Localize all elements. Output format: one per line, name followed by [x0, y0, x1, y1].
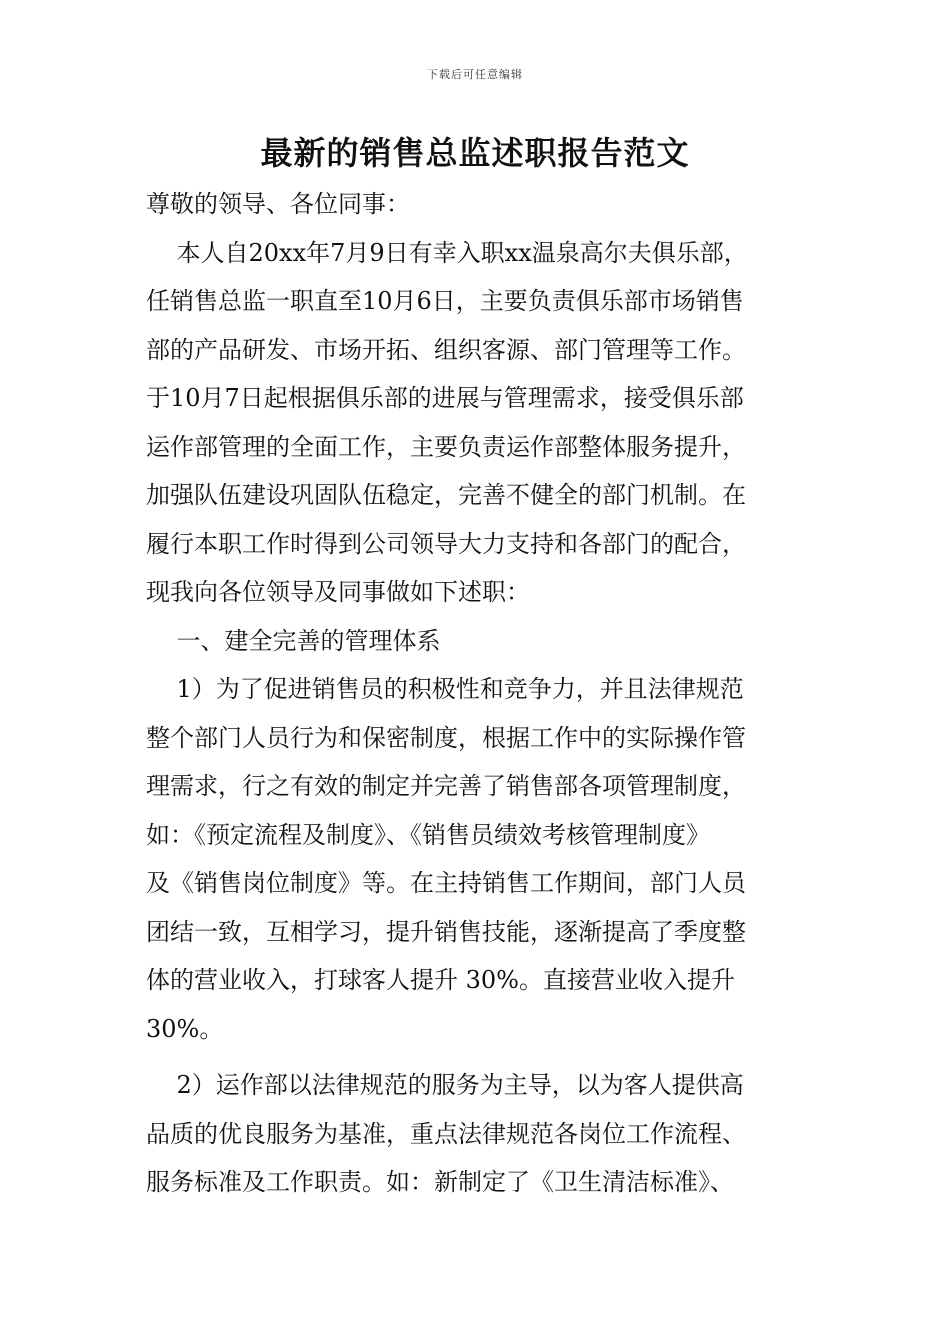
section-heading: 一、建全完善的管理体系 — [146, 626, 441, 655]
paragraph-line: 理需求，行之有效的制定并完善了销售部各项管理制度， — [146, 772, 746, 800]
paragraph-gap — [146, 1053, 826, 1061]
paragraph-line: 于10月7日起根据俱乐部的进展与管理需求，接受俱乐部 — [146, 384, 744, 412]
paragraph-line: 1）为了促进销售员的积极性和竞争力，并且法律规范 — [146, 675, 744, 703]
paragraph-line: 整个部门人员行为和保密制度，根据工作中的实际操作管 — [146, 723, 746, 752]
salutation-line: 尊敬的领导、各位同事： — [146, 190, 410, 218]
document-title: 最新的销售总监述职报告范文 — [260, 134, 690, 172]
paragraph-line: 任销售总监一职直至10月6日，主要负责俱乐部市场销售 — [146, 287, 744, 315]
paragraph-line: 如：《预定流程及制度》、《销售员绩效考核管理制度》 — [146, 820, 710, 849]
paragraph-line: 体的营业收入，打球客人提升 30%。直接营业收入提升 — [146, 966, 735, 994]
paragraph-line: 2）运作部以法律规范的服务为主导，以为客人提供高 — [146, 1071, 744, 1099]
paragraph-line: 加强队伍建设巩固队伍稳定，完善不健全的部门机制。在 — [146, 481, 746, 509]
paragraph-line: 履行本职工作时得到公司领导大力支持和各部门的配合， — [146, 529, 746, 558]
paragraph-line: 服务标准及工作职责。如：新制定了《卫生清洁标准》、 — [146, 1168, 734, 1196]
paragraph-line: 部的产品研发、市场开拓、组织客源、部门管理等工作。 — [146, 335, 746, 364]
paragraph-line: 运作部管理的全面工作，主要负责运作部整体服务提升， — [146, 432, 746, 461]
paragraph-line: 本人自20xx年7月9日有幸入职xx温泉高尔夫俱乐部， — [146, 238, 748, 267]
header-note: 下载后可任意编辑 — [427, 68, 523, 81]
document-body — [146, 180, 826, 1207]
paragraph-line: 团结一致，互相学习，提升销售技能，逐渐提高了季度整 — [146, 917, 746, 946]
paragraph-line: 品质的优良服务为基准，重点法律规范各岗位工作流程、 — [146, 1119, 746, 1148]
paragraph-line: 现我向各位领导及同事做如下述职： — [146, 578, 530, 606]
paragraph-line: 及《销售岗位制度》等。在主持销售工作期间，部门人员 — [146, 869, 746, 897]
paragraph-line: 30%。 — [146, 1014, 224, 1043]
